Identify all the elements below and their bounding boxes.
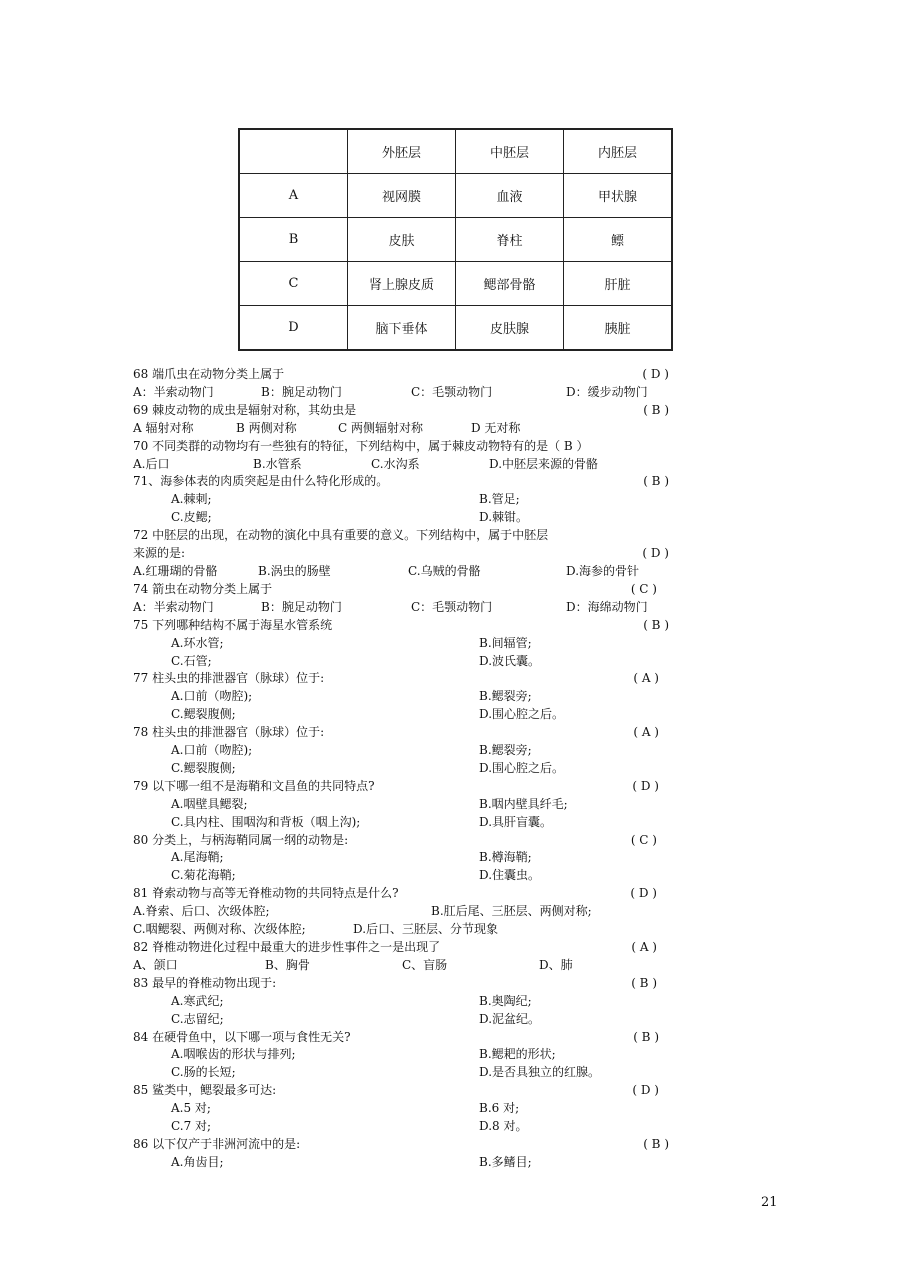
question-stem: 86 以下仅产于非洲河流中的是: ( B ) [133,1136,673,1154]
table-header-row [239,129,672,174]
options-row: A、颌口 B、胸骨 C、盲肠 D、肺 [133,957,573,972]
question-stem: 来源的是: ( D ) [133,545,673,563]
table-row [239,174,672,218]
table-cell: 视网膜 [348,174,456,218]
table-cell: 皮肤腺 [456,306,564,351]
answer: ( B ) [633,1029,659,1044]
table-row [239,306,672,351]
table-cell: D [239,306,348,351]
answer: ( D ) [642,546,669,561]
question-stem: 79 以下哪一组不是海鞘和文昌鱼的共同特点? ( D ) [133,778,673,796]
options-row: A.咽壁具鳃裂; B.咽内壁具纤毛; [171,796,568,811]
options-row: A.口前（吻腔); B.鳃裂旁; [171,689,532,704]
question-stem: 78 柱头虫的排泄器官（脉球）位于: ( A ) [133,724,673,742]
options-row: A.后口 B.水管系 C.水沟系 D.中胚层来源的骨骼 [133,456,599,471]
answer: ( C ) [630,581,657,596]
germ-layer-table [238,128,673,351]
answer: ( A ) [633,671,659,686]
table-cell: 肾上腺皮质 [348,262,456,306]
answer: ( B ) [643,617,669,632]
options-row: A.口前（吻腔); B.鳃裂旁; [171,743,532,758]
options-row: C.志留纪; D.泥盆纪。 [171,1011,541,1026]
table-cell: 中胚层 [456,129,564,174]
table-cell: 脊柱 [456,218,564,262]
options-row: A 辐射对称 B 两侧对称 C 两侧辐射对称 D 无对称 [133,420,521,435]
question-stem: 83 最早的脊椎动物出现于: ( B ) [133,975,673,993]
question-list [133,366,673,1172]
table-cell: A [239,174,348,218]
options-row: C.鳃裂腹侧; D.围心腔之后。 [171,760,565,775]
question-stem: 75 下列哪种结构不属于海星水管系统 ( B ) [133,617,673,635]
options-row: A：半索动物门 B：腕足动物门 C：毛颚动物门 D：海绵动物门 [133,599,648,614]
question-stem: 69 棘皮动物的成虫是辐射对称，其幼虫是 ( B ) [133,402,673,420]
answer: ( D ) [632,1083,659,1098]
answer: ( A ) [633,725,659,740]
page-number: 21 [761,1195,778,1210]
table-cell: 血液 [456,174,564,218]
table-cell: 肝脏 [564,262,673,306]
question-stem: 81 脊索动物与高等无脊椎动物的共同特点是什么? ( D ) [133,885,673,903]
table-cell: 内胚层 [564,129,673,174]
table-cell: 鳃部骨骼 [456,262,564,306]
options-row: C.石管; D.波氏囊。 [171,653,541,668]
answer: ( D ) [632,778,659,793]
answer: ( A ) [631,940,657,954]
question-stem: 68 端爪虫在动物分类上属于 ( D ) [133,366,673,384]
answer: ( D ) [630,886,657,901]
answer: ( B ) [643,402,669,417]
table-cell [239,129,348,174]
options-row: A.5 对; B.6 对; [171,1101,520,1116]
options-row: A.红珊瑚的骨骼 B.涡虫的肠壁 C.乌贼的骨骼 D.海参的骨针 [133,563,640,578]
options-row: A.咽喉齿的形状与排列; B.鳃耙的形状; [171,1047,556,1062]
options-row: A：半索动物门 B：腕足动物门 C：毛颚动物门 D：缓步动物门 [133,384,648,399]
answer: ( D ) [642,367,669,381]
question-stem: 80 分类上，与柄海鞘同属一纲的动物是: ( C ) [133,832,673,850]
options-row: A.棘刺; B.管足; [171,492,520,507]
table-cell: 胰脏 [564,306,673,351]
question-stem: 70 不同类群的动物均有一些独有的特征，下列结构中，属于棘皮动物特有的是（ B ） [133,438,589,453]
answer: ( B ) [643,474,669,489]
question-stem: 84 在硬骨鱼中，以下哪一项与食性无关? ( B ) [133,1029,673,1047]
options-row: C.7 对; D.8 对。 [171,1119,528,1134]
options-row: C.皮鳃; D.棘钳。 [171,510,529,525]
options-row: A.寒武纪; B.奥陶纪; [171,993,532,1008]
options-row: C.具内柱、围咽沟和背板（咽上沟); D.具肝盲囊。 [171,814,553,829]
question-stem: 85 鲨类中，鳃裂最多可达: ( D ) [133,1082,673,1100]
options-row: A.尾海鞘; B.樽海鞘; [171,850,532,865]
table-row [239,262,672,306]
options-row: A.脊索、后口、次级体腔; B.肛后尾、三胚层、两侧对称; [133,904,592,919]
question-stem: 74 箭虫在动物分类上属于 ( C ) [133,581,673,599]
options-row: C.肠的长短; D.是否具独立的红腺。 [171,1065,601,1080]
table-cell: B [239,218,348,262]
table-cell: 外胚层 [348,129,456,174]
answer: ( B ) [631,975,657,990]
options-row: C.咽鳃裂、两侧对称、次级体腔; D.后口、三胚层、分节现象 [133,922,499,937]
options-row: C.鳃裂腹侧; D.围心腔之后。 [171,707,565,722]
table-cell: 皮肤 [348,218,456,262]
table-cell: C [239,262,348,306]
options-row: A.环水管; B.间辐管; [171,635,532,650]
answer: ( C ) [630,832,657,847]
answer: ( B ) [643,1136,669,1151]
question-stem: 71、海参体表的肉质突起是由什么特化形成的。 ( B ) [133,473,673,491]
question-stem: 82 脊椎动物进化过程中最重大的进步性事件之一是出现了 ( A ) [133,939,673,957]
table-cell: 甲状腺 [564,174,673,218]
table-cell: 脑下垂体 [348,306,456,351]
options-row: A.角齿目; B.多鳍目; [171,1154,532,1169]
table-cell: 鳔 [564,218,673,262]
options-row: C.菊花海鞘; D.住囊虫。 [171,868,541,883]
question-stem: 72 中胚层的出现，在动物的演化中具有重要的意义。下列结构中，属于中胚层 [133,528,549,543]
question-stem: 77 柱头虫的排泄器官（脉球）位于: ( A ) [133,670,673,688]
table-row [239,218,672,262]
